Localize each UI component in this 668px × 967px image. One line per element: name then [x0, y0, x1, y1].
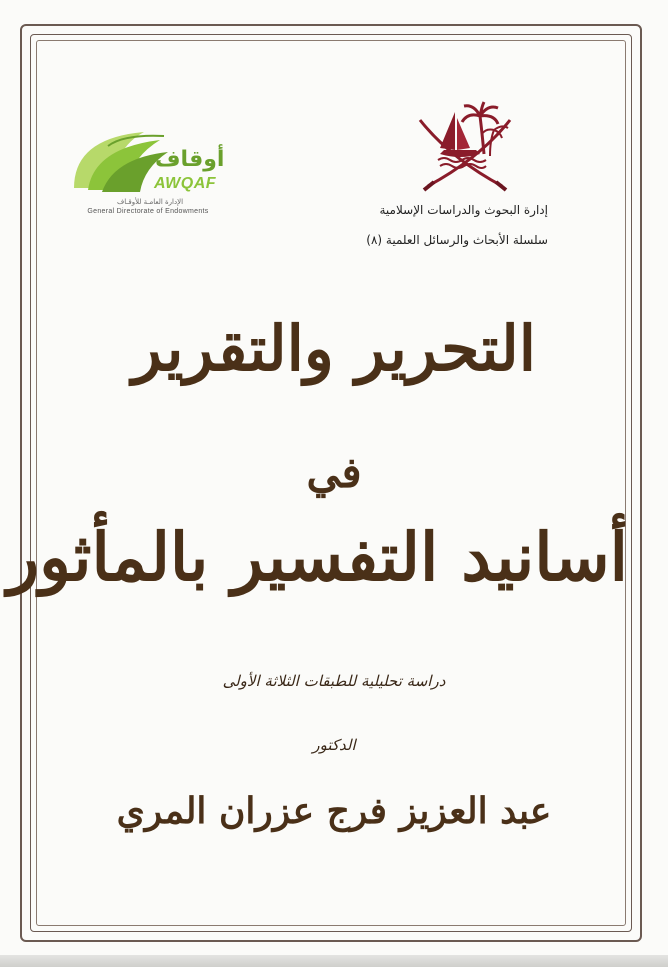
publisher-department: إدارة البحوث والدراسات الإسلامية: [379, 203, 548, 217]
book-title-line-1: التحرير والتقرير: [132, 312, 536, 385]
author-prefix: الدكتور: [312, 736, 356, 754]
book-subtitle: دراسة تحليلية للطبقات الثلاثة الأولى: [222, 672, 446, 690]
book-title-line-2: في: [306, 448, 362, 497]
awqaf-directorate-english: General Directorate of Endowments: [87, 208, 209, 215]
awqaf-directorate-arabic: الإدارة العامـة للأوقـاف: [116, 198, 184, 206]
publisher-series: سلسلة الأبحاث والرسائل العلمية (٨): [366, 233, 548, 247]
awqaf-name-arabic: أوقاف: [155, 147, 225, 172]
page-bottom-shadow: [0, 955, 668, 967]
awqaf-name-english: AWQAF: [154, 175, 217, 192]
qatar-emblem-icon: [410, 98, 520, 198]
author-name: عبد العزيز فرج عزران المري: [116, 790, 552, 832]
book-title-line-3: أسانيد التفسير بالمأثور: [7, 518, 628, 596]
